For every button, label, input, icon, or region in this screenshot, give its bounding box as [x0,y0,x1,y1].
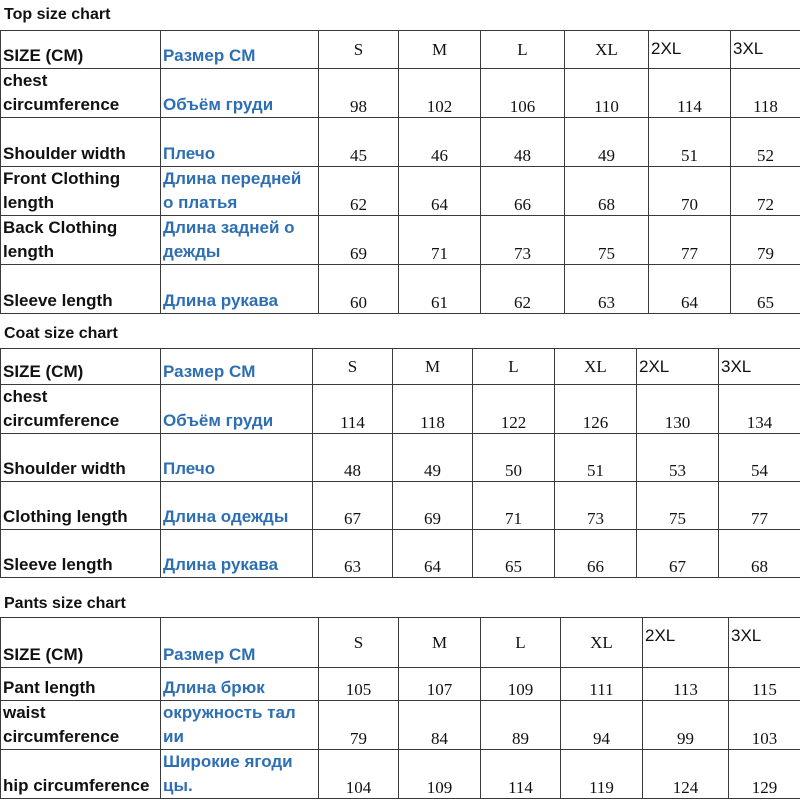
cell-value: 65 [473,530,555,578]
cell-value: 51 [649,118,731,167]
table-row [1,167,800,216]
cell-value: 114 [313,385,393,434]
cell-value: 60 [319,265,399,314]
row-label: waist circumference [1,701,161,750]
cell-value: 53 [637,434,719,482]
cell-value: 48 [313,434,393,482]
size-3xl-header: 3XL [729,618,800,668]
size-s-header: S [319,618,399,668]
cell-value: 46 [399,118,481,167]
table-row [1,750,800,799]
row-label-ru: Широкие ягоди цы. [161,750,319,799]
cell-value: 49 [393,434,473,482]
cell-value: 111 [561,668,643,701]
cell-value: 118 [393,385,473,434]
cell-value: 119 [561,750,643,799]
size-header-label: SIZE (CM) [1,349,161,385]
size-s-header: S [319,31,399,69]
cell-value: 45 [319,118,399,167]
cell-value: 98 [319,69,399,118]
table-row [1,265,800,314]
cell-value: 51 [555,434,637,482]
table-row [1,434,800,482]
cell-value: 68 [719,530,800,578]
size-xl-header: XL [565,31,649,69]
size-3xl-header: 3XL [719,349,800,385]
size-header-label-ru: Размер CM [161,618,319,668]
cell-value: 70 [649,167,731,216]
size-s-header: S [313,349,393,385]
cell-value: 99 [643,701,729,750]
cell-value: 77 [649,216,731,265]
cell-value: 64 [649,265,731,314]
cell-value: 102 [399,69,481,118]
cell-value: 65 [731,265,800,314]
cell-value: 129 [729,750,800,799]
cell-value: 72 [731,167,800,216]
cell-value: 52 [731,118,800,167]
cell-value: 77 [719,482,800,530]
size-xl-header: XL [561,618,643,668]
row-label-ru: окружность тал ии [161,701,319,750]
cell-value: 50 [473,434,555,482]
row-label-ru: Длина задней о дежды [161,216,319,265]
row-label: chest circumference [1,385,161,434]
cell-value: 67 [637,530,719,578]
table-header-row [1,349,800,385]
size-m-header: M [393,349,473,385]
size-2xl-header: 2XL [637,349,719,385]
row-label-ru: Плечо [161,434,313,482]
cell-value: 48 [481,118,565,167]
pants-size-table [0,617,800,799]
row-label: Shoulder width [1,118,161,167]
cell-value: 64 [399,167,481,216]
table-row [1,701,800,750]
row-label-ru: Длина передней о платья [161,167,319,216]
size-2xl-header: 2XL [643,618,729,668]
table-row [1,668,800,701]
row-label-ru: Длина брюк [161,668,319,701]
row-label: Pant length [1,668,161,701]
cell-value: 105 [319,668,399,701]
cell-value: 106 [481,69,565,118]
cell-value: 107 [399,668,481,701]
size-2xl-header: 2XL [649,31,731,69]
row-label-ru: Длина рукава [161,530,313,578]
size-header-label-ru: Размер CM [161,31,319,69]
size-l-header: L [481,618,561,668]
cell-value: 62 [481,265,565,314]
size-header-label-ru: Размер CM [161,349,313,385]
table-row [1,530,800,578]
size-m-header: M [399,618,481,668]
cell-value: 71 [473,482,555,530]
cell-value: 64 [393,530,473,578]
cell-value: 84 [399,701,481,750]
cell-value: 75 [565,216,649,265]
cell-value: 66 [555,530,637,578]
table-row [1,69,800,118]
row-label: Clothing length [1,482,161,530]
size-xl-header: XL [555,349,637,385]
size-3xl-header: 3XL [731,31,800,69]
cell-value: 115 [729,668,800,701]
cell-value: 79 [731,216,800,265]
cell-value: 54 [719,434,800,482]
cell-value: 114 [649,69,731,118]
cell-value: 114 [481,750,561,799]
cell-value: 118 [731,69,800,118]
row-label: Sleeve length [1,265,161,314]
row-label-ru: Объём груди [161,385,313,434]
row-label: Sleeve length [1,530,161,578]
cell-value: 109 [481,668,561,701]
cell-value: 49 [565,118,649,167]
cell-value: 63 [313,530,393,578]
cell-value: 103 [729,701,800,750]
size-header-label: SIZE (CM) [1,618,161,668]
cell-value: 69 [393,482,473,530]
cell-value: 71 [399,216,481,265]
cell-value: 130 [637,385,719,434]
cell-value: 61 [399,265,481,314]
size-l-header: L [473,349,555,385]
cell-value: 89 [481,701,561,750]
cell-value: 104 [319,750,399,799]
row-label-ru: Длина одежды [161,482,313,530]
cell-value: 69 [319,216,399,265]
row-label-ru: Объём груди [161,69,319,118]
cell-value: 68 [565,167,649,216]
cell-value: 109 [399,750,481,799]
table-header-row [1,618,800,668]
cell-value: 134 [719,385,800,434]
row-label-ru: Плечо [161,118,319,167]
table-row [1,216,800,265]
coat-chart-title: Coat size chart [4,325,118,342]
size-l-header: L [481,31,565,69]
cell-value: 67 [313,482,393,530]
cell-value: 75 [637,482,719,530]
size-header-label: SIZE (CM) [1,31,161,69]
row-label: Front Clothing length [1,167,161,216]
table-row [1,118,800,167]
cell-value: 124 [643,750,729,799]
cell-value: 113 [643,668,729,701]
cell-value: 94 [561,701,643,750]
table-row [1,482,800,530]
coat-size-table [0,348,800,578]
cell-value: 122 [473,385,555,434]
row-label: Back Clothing length [1,216,161,265]
cell-value: 126 [555,385,637,434]
row-label: Shoulder width [1,434,161,482]
cell-value: 66 [481,167,565,216]
top-size-table [0,30,800,314]
cell-value: 110 [565,69,649,118]
cell-value: 62 [319,167,399,216]
pants-chart-title: Pants size chart [4,595,126,612]
row-label-ru: Длина рукава [161,265,319,314]
cell-value: 79 [319,701,399,750]
size-m-header: M [399,31,481,69]
cell-value: 73 [481,216,565,265]
cell-value: 63 [565,265,649,314]
table-row [1,385,800,434]
top-chart-title: Top size chart [4,6,111,23]
table-header-row [1,31,800,69]
row-label: chest circumference [1,69,161,118]
row-label: hip circumference [1,750,161,799]
cell-value: 73 [555,482,637,530]
